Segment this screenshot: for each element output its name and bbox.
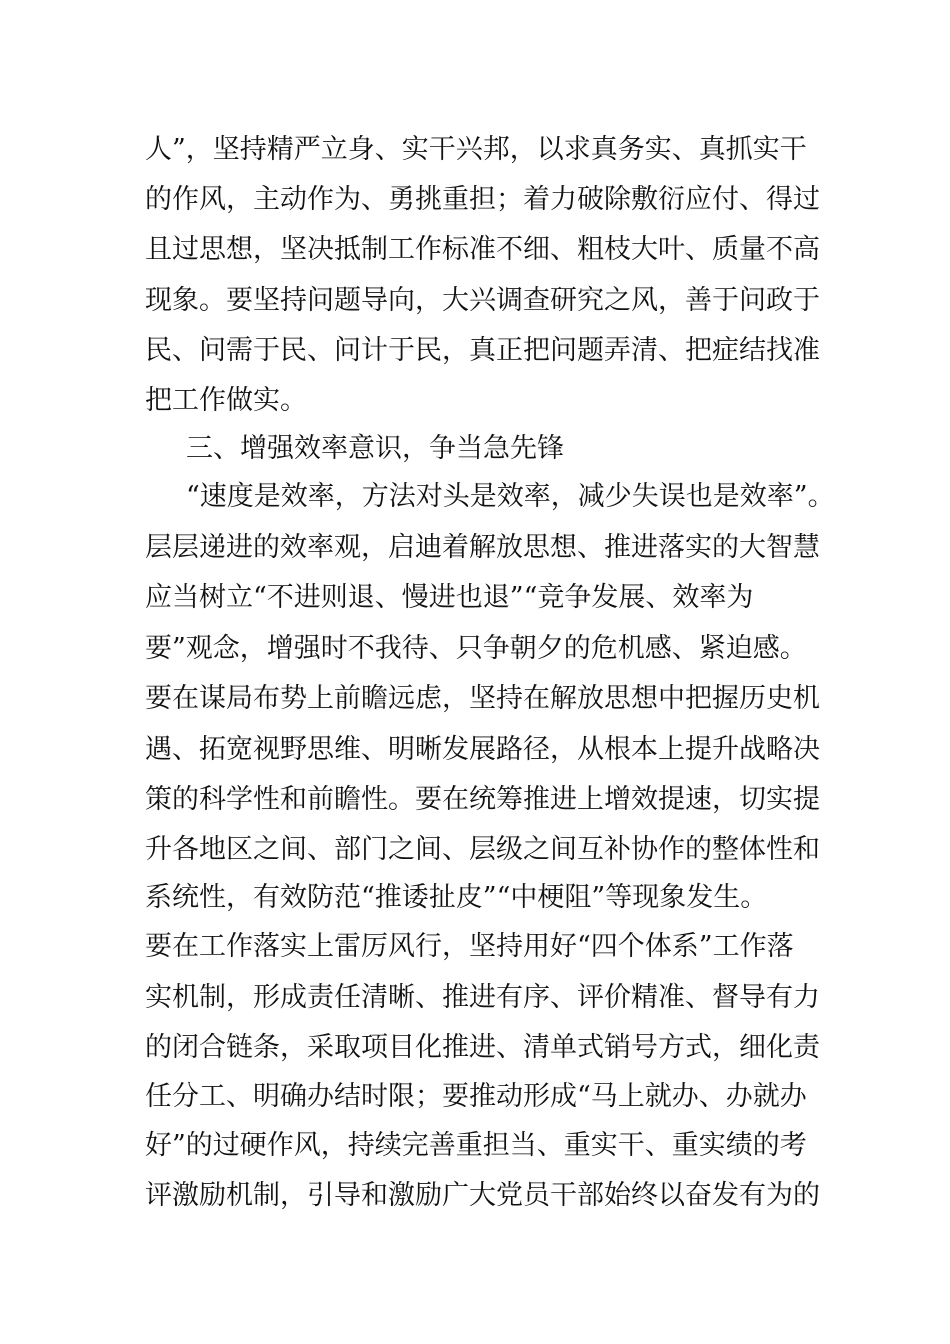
text-line: 民、问需于民、问计于民，真正把问题弄清、把症结找准 [145,335,820,366]
text-line: 应当树立“不进则退、慢进也退”“竞争发展、效率为 [145,582,754,613]
text-line: 现象。要坚持问题导向，大兴调查研究之风，善于问政于 [145,285,820,316]
text-line: 的作风，主动作为、勇挑重担；着力破除敷衍应付、得过 [145,184,820,215]
text-line: 升各地区之间、部门之间、层级之间互补协作的整体性和 [145,834,820,865]
text-line: 把工作做实。 [145,385,307,416]
text-line: 好”的过硬作风，持续完善重担当、重实干、重实绩的考 [145,1130,807,1161]
text-line: 任分工、明确办结时限；要推动形成“马上就办、办就办 [145,1081,807,1112]
text-line: 且过思想，坚决抵制工作标准不细、粗枝大叶、质量不高 [145,234,820,265]
text-line: 要”观念，增强时不我待、只争朝夕的危机感、紧迫感。 [145,633,807,664]
text-line: 评激励机制，引导和激励广大党员干部始终以奋发有为的 [145,1180,820,1211]
text-line: 实机制，形成责任清晰、推进有序、评价精准、督导有力 [145,982,820,1013]
text-line: 策的科学性和前瞻性。要在统筹推进上增效提速，切实提 [145,784,820,815]
text-line: 遇、拓宽视野思维、明晰发展路径，从根本上提升战略决 [145,734,820,765]
text-line: 要在工作落实上雷厉风行，坚持用好“四个体系”工作落 [145,931,794,962]
section-heading: 三、增强效率意识，争当急先锋 [186,433,564,464]
text-line: 的闭合链条，采取项目化推进、清单式销号方式，细化责 [145,1032,820,1063]
text-line: “速度是效率，方法对头是效率，减少失误也是效率”。 [186,481,835,512]
text-line: 层层递进的效率观，启迪着解放思想、推进落实的大智慧 [145,532,820,563]
text-line: 要在谋局布势上前瞻远虑，坚持在解放思想中把握历史机 [145,683,820,714]
text-line: 人”，坚持精严立身、实干兴邦，以求真务实、真抓实干 [145,134,807,165]
text-line: 系统性，有效防范“推诿扯皮”“中梗阻”等现象发生。 [145,882,768,913]
